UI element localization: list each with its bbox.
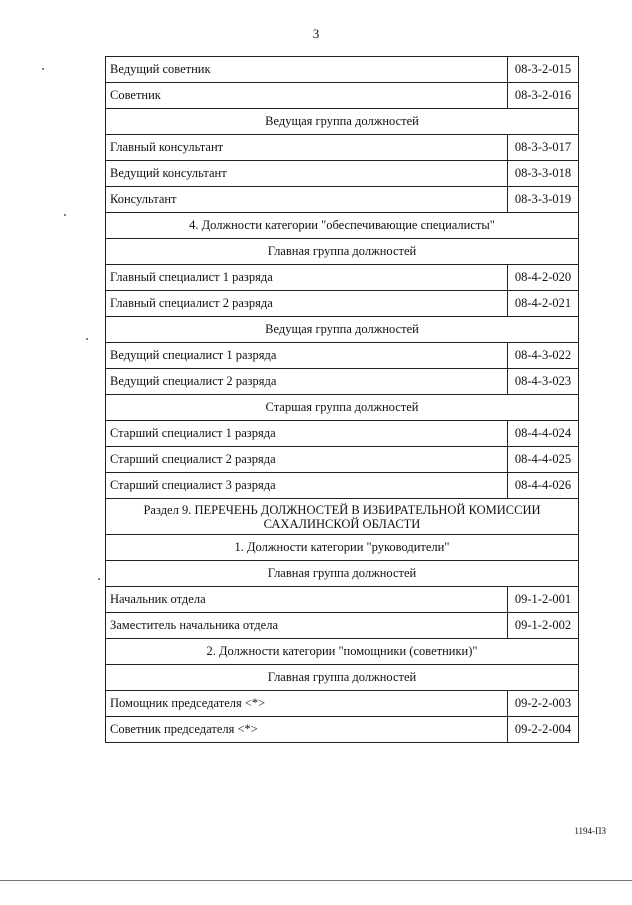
table-row	[106, 135, 579, 161]
scan-edge-line	[0, 880, 632, 881]
group-heading-row	[106, 535, 579, 561]
table-row	[106, 691, 579, 717]
section-title: Раздел 9. ПЕРЕЧЕНЬ ДОЛЖНОСТЕЙ В ИЗБИРАТЕЛЬНОЙ КОМИССИИ САХАЛИНСКОЙ ОБЛАСТИ	[106, 499, 579, 535]
table-row	[106, 473, 579, 499]
position-name: Главный специалист 1 разряда	[106, 265, 508, 291]
position-name: Советник председателя <*>	[106, 717, 508, 743]
position-name: Главный специалист 2 разряда	[106, 291, 508, 317]
position-code: 08-4-4-026	[508, 473, 579, 499]
position-code: 09-2-2-004	[508, 717, 579, 743]
table-row	[106, 265, 579, 291]
position-code: 08-4-2-020	[508, 265, 579, 291]
scan-speck	[86, 338, 88, 340]
group-heading-row	[106, 395, 579, 421]
table-row	[106, 83, 579, 109]
position-name: Старший специалист 2 разряда	[106, 447, 508, 473]
group-heading: Главная группа должностей	[106, 561, 579, 587]
position-code: 08-4-3-023	[508, 369, 579, 395]
group-heading: 2. Должности категории "помощники (советники)"	[106, 639, 579, 665]
position-name: Ведущий советник	[106, 57, 508, 83]
position-name: Ведущий специалист 1 разряда	[106, 343, 508, 369]
group-heading: 1. Должности категории "руководители"	[106, 535, 579, 561]
page-number: 3	[312, 26, 320, 41]
group-heading: Старшая группа должностей	[106, 395, 579, 421]
position-code: 08-3-3-018	[508, 161, 579, 187]
position-code: 08-3-3-019	[508, 187, 579, 213]
scan-speck	[42, 68, 44, 70]
table-row	[106, 447, 579, 473]
group-heading: Ведущая группа должностей	[106, 317, 579, 343]
positions-table-body	[106, 57, 579, 743]
position-code: 08-3-3-017	[508, 135, 579, 161]
position-code: 09-2-2-003	[508, 691, 579, 717]
group-heading-row	[106, 665, 579, 691]
group-heading: Ведущая группа должностей	[106, 109, 579, 135]
position-name: Ведущий консультант	[106, 161, 508, 187]
scan-speck	[64, 214, 66, 216]
position-name: Консультант	[106, 187, 508, 213]
table-row	[106, 343, 579, 369]
position-code: 08-3-2-015	[508, 57, 579, 83]
table-row	[106, 421, 579, 447]
table-row	[106, 161, 579, 187]
table-row	[106, 369, 579, 395]
position-name: Ведущий специалист 2 разряда	[106, 369, 508, 395]
position-code: 09-1-2-002	[508, 613, 579, 639]
position-code: 08-4-4-024	[508, 421, 579, 447]
group-heading: Главная группа должностей	[106, 665, 579, 691]
position-name: Советник	[106, 83, 508, 109]
scan-speck	[98, 578, 100, 580]
table-row	[106, 717, 579, 743]
position-name: Старший специалист 1 разряда	[106, 421, 508, 447]
table-row	[106, 57, 579, 83]
group-heading-row	[106, 213, 579, 239]
document-id: 1194-ПЗ	[574, 826, 606, 836]
position-code: 08-4-3-022	[508, 343, 579, 369]
table-row	[106, 291, 579, 317]
group-heading-row	[106, 317, 579, 343]
position-name: Заместитель начальника отдела	[106, 613, 508, 639]
group-heading-row	[106, 639, 579, 665]
group-heading-row	[106, 239, 579, 265]
position-code: 08-3-2-016	[508, 83, 579, 109]
table-row	[106, 613, 579, 639]
position-code: 09-1-2-001	[508, 587, 579, 613]
group-heading-row	[106, 109, 579, 135]
position-name: Главный консультант	[106, 135, 508, 161]
position-code: 08-4-4-025	[508, 447, 579, 473]
table-row	[106, 187, 579, 213]
position-name: Старший специалист 3 разряда	[106, 473, 508, 499]
positions-table	[105, 56, 579, 743]
table-row	[106, 587, 579, 613]
group-heading: Главная группа должностей	[106, 239, 579, 265]
position-name: Помощник председателя <*>	[106, 691, 508, 717]
position-code: 08-4-2-021	[508, 291, 579, 317]
position-name: Начальник отдела	[106, 587, 508, 613]
group-heading-row	[106, 561, 579, 587]
group-heading: 4. Должности категории "обеспечивающие специалисты"	[106, 213, 579, 239]
section-row	[106, 499, 579, 535]
